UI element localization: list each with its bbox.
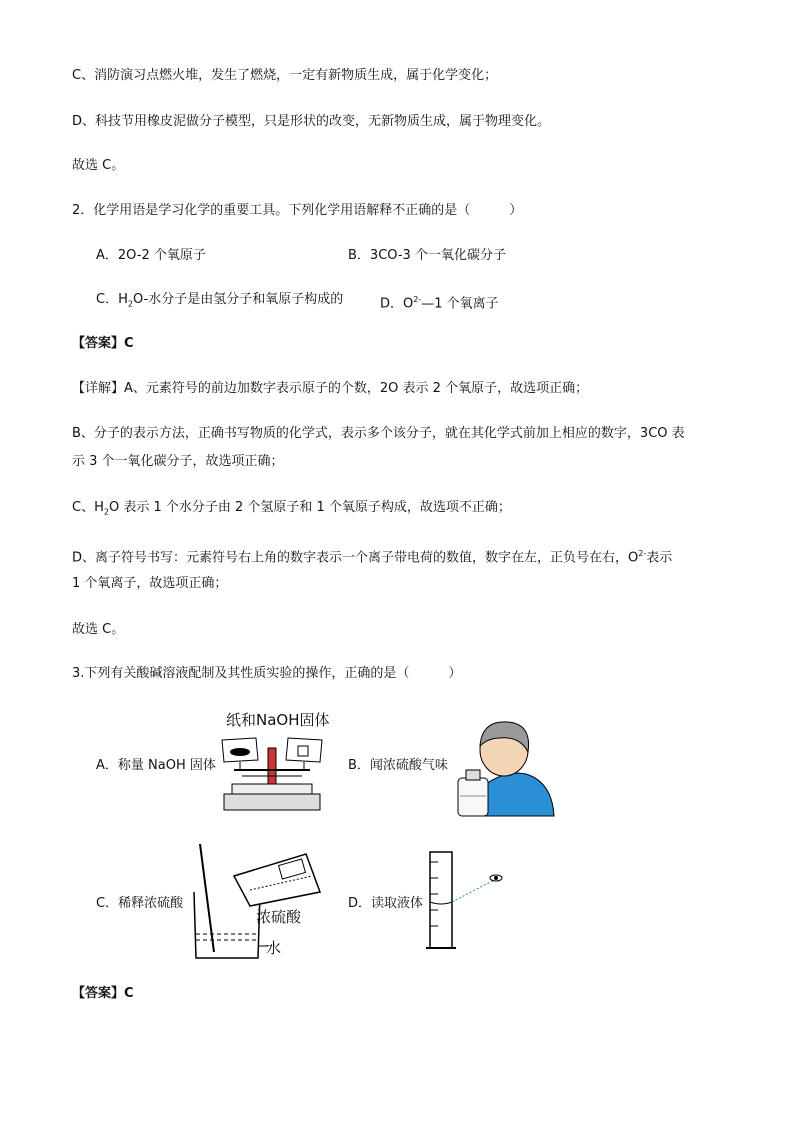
text-line: D、科技节用橡皮泥做分子模型，只是形状的改变，无新物质生成，属于物理变化。 xyxy=(72,114,551,129)
smelling-figure xyxy=(456,712,556,818)
answer-label: 【答案】C xyxy=(72,986,134,1001)
answer-label: 【答案】C xyxy=(72,336,134,351)
explanation-line: B、分子的表示方法，正确书写物质的化学式，表示多个该分子，就在其化学式前加上相应的数字，3CO 表 xyxy=(72,426,685,441)
option-a: A．2O-2 个氧原子 xyxy=(96,248,206,263)
question-2: 2．化学用语是学习化学的重要工具。下列化学用语解释不正确的是（ ） xyxy=(72,203,523,218)
text-line: 故选 C。 xyxy=(72,158,125,173)
option-b: B．3CO-3 个一氧化碳分子 xyxy=(348,248,506,263)
text-line: C、消防演习点燃火堆，发生了燃烧，一定有新物质生成，属于化学变化； xyxy=(72,68,498,83)
acid-label: 浓硫酸 xyxy=(256,908,302,926)
option-c: C．稀释浓硫酸 xyxy=(96,896,184,911)
option-b: B．闻浓硫酸气味 xyxy=(348,758,448,773)
explanation-line: 1 个氧离子，故选项正确； xyxy=(72,576,228,591)
explanation-line: C、$H_2O$ 表示 1 个水分子由 2 个氢原子和 1 个氧原子构成，故选项不正确； xyxy=(72,500,511,517)
explanation-line: 示 3 个一氧化碳分子，故选项正确； xyxy=(72,454,284,469)
option-d: D．读取液体 xyxy=(348,896,424,911)
option-c: C．$H_2O-$水分子是由氢分子和氧原子构成的 xyxy=(96,292,344,309)
explanation-line: D、离子符号书写：元素符号右上角的数字表示一个离子带电荷的数值，数字在左，正负号在右，$O^{2-}$表示 xyxy=(72,549,673,566)
text-line: 故选 C。 xyxy=(72,622,125,637)
option-a: A．称量 NaOH 固体 xyxy=(96,758,216,773)
option-d: D．$O^{2-}—1$ 个氧离子 xyxy=(380,295,499,312)
dilution-figure xyxy=(188,842,338,962)
water-label: 水 xyxy=(266,939,282,957)
balance-label: 纸和NaOH固体 xyxy=(226,711,330,729)
balance-figure xyxy=(212,730,332,816)
cylinder-figure xyxy=(424,850,510,954)
explanation-line: 【详解】A、元素符号的前边加数字表示原子的个数，2O 表示 2 个氧原子，故选项正确； xyxy=(72,381,589,396)
question-3: 3.下列有关酸碱溶液配制及其性质实验的操作，正确的是（ ） xyxy=(72,666,462,681)
